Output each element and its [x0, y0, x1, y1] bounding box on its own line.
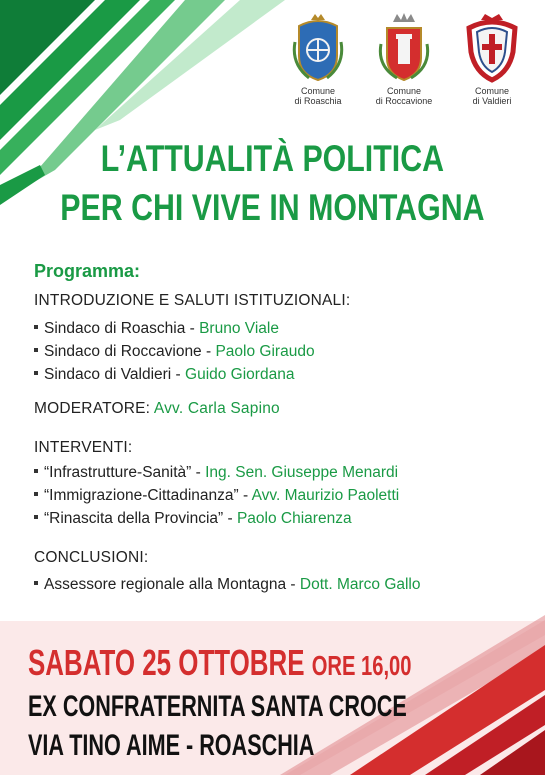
list-item: “Rinascita della Provincia” - Paolo Chiarenza: [34, 507, 514, 530]
conclusions-list: [34, 573, 514, 596]
event-date: SABATO 25 OTTOBRE ORE 16,00: [28, 642, 412, 683]
interventions-list: [34, 461, 514, 530]
intro-list: [34, 317, 514, 386]
headline-line-2: PER CHI VIVE IN MONTAGNA: [60, 187, 485, 228]
conclusions-heading: CONCLUSIONI:: [34, 549, 149, 566]
municipal-crests: [278, 12, 540, 112]
roccavione-crest-icon: [377, 12, 431, 84]
bullet-icon: [34, 581, 38, 585]
crest-caption: Comune di Roaschia: [294, 86, 342, 106]
bullet-icon: [34, 371, 38, 375]
roaschia-crest-icon: [291, 12, 345, 84]
bullet-icon: [34, 492, 38, 496]
crest-valdieri: [452, 12, 532, 106]
bullet-icon: [34, 469, 38, 473]
valdieri-crest-icon: [463, 12, 521, 84]
event-venue: EX CONFRATERNITA SANTA CROCE: [28, 690, 407, 723]
bullet-icon: [34, 325, 38, 329]
programme: [34, 261, 514, 596]
list-item: Assessore regionale alla Montagna - Dott. Marco Gallo: [34, 573, 514, 596]
list-item: Sindaco di Valdieri - Guido Giordana: [34, 363, 514, 386]
interventions-heading: INTERVENTI:: [34, 439, 133, 456]
programme-label: Programma:: [34, 261, 141, 281]
crest-roccavione: [364, 12, 444, 106]
list-item: Sindaco di Roaschia - Bruno Viale: [34, 317, 514, 340]
list-item: “Infrastrutture-Sanità” - Ing. Sen. Giuseppe Menardi: [34, 461, 514, 484]
crest-roaschia: [278, 12, 358, 106]
crest-caption: Comune di Roccavione: [375, 86, 433, 106]
intro-heading: INTRODUZIONE E SALUTI ISTITUZIONALI:: [34, 292, 351, 309]
bullet-icon: [34, 515, 38, 519]
list-item: Sindaco di Roccavione - Paolo Giraudo: [34, 340, 514, 363]
list-item: “Immigrazione-Cittadinanza” - Avv. Maurizio Paoletti: [34, 484, 514, 507]
event-address: VIA TINO AIME - ROASCHIA: [28, 729, 315, 762]
moderator-line: MODERATORE: Avv. Carla Sapino: [34, 400, 280, 417]
headline-line-1: L’ATTUALITÀ POLITICA: [100, 138, 445, 179]
crest-caption: Comune di Valdieri: [472, 86, 512, 106]
event-hour: ORE 16,00: [311, 650, 412, 681]
bullet-icon: [34, 348, 38, 352]
